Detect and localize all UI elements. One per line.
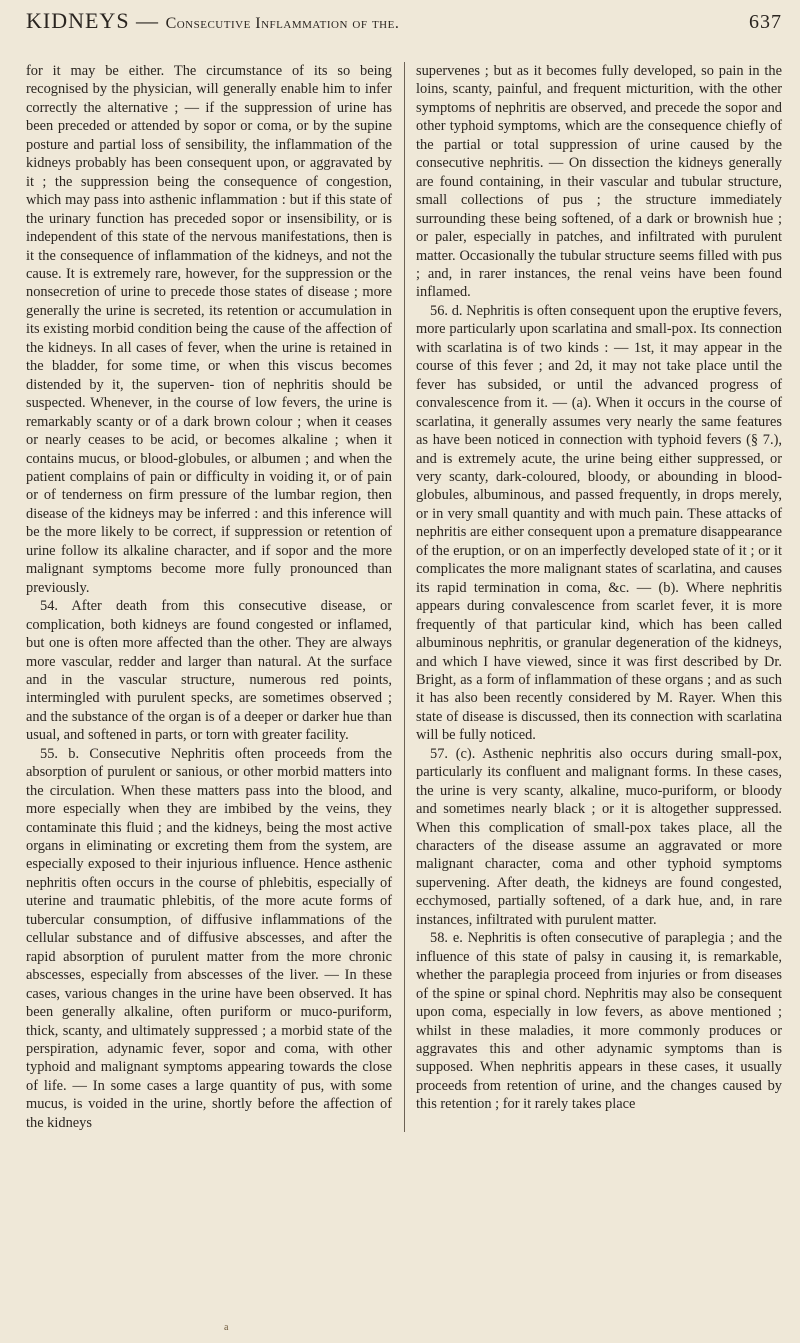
running-title-subtitle: Consecutive Inflammation of the. <box>165 15 400 32</box>
paragraph: 56. d. Nephritis is often consequent upon the eruptive fevers, more particularly upon scarlatina and small-pox. Its connection with scarlatina is of two kinds : — 1st, it may appear in the course of this fever ; and 2d, it may not take place until the fever has subsided, or until the advanced progress of convalescence from it. — (a). When it occurs in the course of scarlatina, it generally assumes very nearly the same features as have been noticed in connection with typhoid fevers (§ 7.), and is extremely acute, the urine being either suppressed, or very scanty, dark-coloured, bloody, or abounding in blood-globules, albuminous, and passed frequently, in drops merely, or in very small quantity and with much pain. These attacks of nephritis are either consequent upon a premature disappearance of the eruption, or on an imperfectly developed state of it ; or it complicates the more malignant states of scarlatina, and causes its rapid termination in coma, &c. — (b). Where nephritis appears during convalescence from scarlet fever, it is more frequently of that particular kind, which has been called albuminous nephritis, or granular degeneration of the kidneys, and which I have viewed, since it was first described by Dr. Bright, as a form of inflammation of these organs ; and as such it has also been recently considered by M. Rayer. When this state of disease is discussed, then its connection with scarlatina will be fully noticed. <box>416 302 782 744</box>
paragraph: for it may be either. The circumstance of its so being recognised by the physician, will generally enable him to infer correctly the alternative ; — if the suppression of urine has been preceded or attended by sopor or coma, or by the supine posture and partial loss of sensibility, the inflammation of the kidneys probably has been consequent upon, or aggravated by it ; the suppression being the consequence of congestion, which may pass into asthenic inflammation : but if this state of the urinary function has preceded sopor or insensibility, or is independent of this state of the nervous manifestations, then is it the consequence of inflammation of the kidneys, and not the cause. It is extremely rare, however, for the suppression or the nonsecretion of urine to precede those states of disease ; more generally the urine is secreted, its retention or accumulation in its existing morbid condition being the cause of the affection of the kidneys. In all cases of fever, when the urine is retained in the bladder, for some time, or when this viscus becomes distended by it, the superven- tion of nephritis should be suspected. Whenever, in the course of low fevers, the urine is remarkably scanty or of a dark brown colour ; when it ceases or nearly ceases to be acid, or becomes alkaline ; when it contains mucus, or blood-globules, or albumen ; and when the patient complains of pain or difficulty in voiding it, or of pain or of tenderness on firm pressure of the lumbar region, then disease of the kidneys may be inferred : and this inference will be the more likely to be correct, if suppression or retention of urine follow its alkaline character, and if sopor and the more malignant symptoms become more fully pronounced than previously. <box>26 63 392 596</box>
left-column <box>26 62 392 1132</box>
paragraph: 54. After death from this consecutive disease, or complication, both kidneys are found congested or inflamed, but one is often more affected than the other. They are always more vascular, redder and larger than natural. At the surface and in the vascular structure, numerous red points, intermingled with purulent specks, are sometimes observed ; and the substance of the organ is of a deeper or darker hue than usual, and softened in parts, or torn with greater facility. <box>26 598 392 744</box>
running-title <box>26 8 749 34</box>
running-header <box>26 8 782 48</box>
paragraph: 58. e. Nephritis is often consecutive of paraplegia ; and the influence of this state of palsy in causing it, is remarkable, whether the paraplegia proceed from injuries or from diseases of the spine or spinal chord. Nephritis may also be consequent upon coma, especially in low fevers, as above mentioned ; whilst in these maladies, it more commonly produces or aggravates this and other adynamic symptoms than is supposed. When nephritis appears in these cases, it usually proceeds from retention of urine, and the changes caused by this retention ; for it rarely takes place <box>416 930 782 1113</box>
column-divider <box>404 62 405 1132</box>
paragraph: supervenes ; but as it becomes fully developed, so pain in the loins, scanty, painful, and frequent micturition, with the other symptoms of nephritis are observed, and precede the sopor and other typhoid symptoms, which are the consequence chiefly of the partial or total suppression of urine caused by the consecutive nephritis. — On dissection the kidneys generally are found containing, in their vascular and tubular structure, small collections of pus ; the structure immediately surrounding these being softened, of a dark or brownish hue ; or paler, especially in patches, and infiltrated with purulent matter. Occasionally the tubular structure seems filled with pus ; and, in rarer instances, the renal veins have been found inflamed. <box>416 63 782 301</box>
text-columns <box>26 62 782 1132</box>
right-column <box>416 62 782 1132</box>
paragraph: 57. (c). Asthenic nephritis also occurs during small-pox, particularly its confluent and malignant forms. In these cases, the urine is very scanty, alkaline, muco-puriform, or bloody and sometimes nearly black ; or it is altogether suppressed. When this complication of small-pox takes place, all the characters of the disease assume an aggravated or more malignant character, coma and other typhoid symptoms supervening. After death, the kidneys are found congested, ecchymosed, partially softened, of a dark hue, and, in rare instances, infiltrated with purulent matter. <box>416 745 782 928</box>
page-number: 637 <box>749 11 782 33</box>
running-title-main: KIDNEYS — <box>26 8 160 33</box>
paragraph: 55. b. Consecutive Nephritis often proceeds from the absorption of purulent or sanious, or other morbid matters into the circulation. When these matters pass into the blood, and more especially when they are imbibed by the veins, they contaminate this fluid ; and the kidneys, being the most active organs in eliminating or excreting them from the system, are especially exposed to their injurious influence. Hence asthenic nephritis often occurs in the course of phlebitis, especially of uterine and traumatic phlebitis, of the more acute forms of tubercular consumption, of diffusive inflammations of the cellular substance and of diffusive abscesses, and after the rapid absorption of purulent matter from the more chronic abscesses, especially from abscesses of the liver. — In these cases, various changes in the urine have been observed. It has been generally alkaline, often puriform or muco-puriform, thick, scanty, and ultimately suppressed ; a morbid state of the perspiration, adynamic fever, sopor and coma, with other typhoid and malignant symptoms appearing towards the close of life. — In some cases a large quantity of pus, with some mucus, is voided in the urine, shortly before the affection of the kidneys <box>26 745 392 1131</box>
signature-mark: a <box>224 1322 229 1333</box>
